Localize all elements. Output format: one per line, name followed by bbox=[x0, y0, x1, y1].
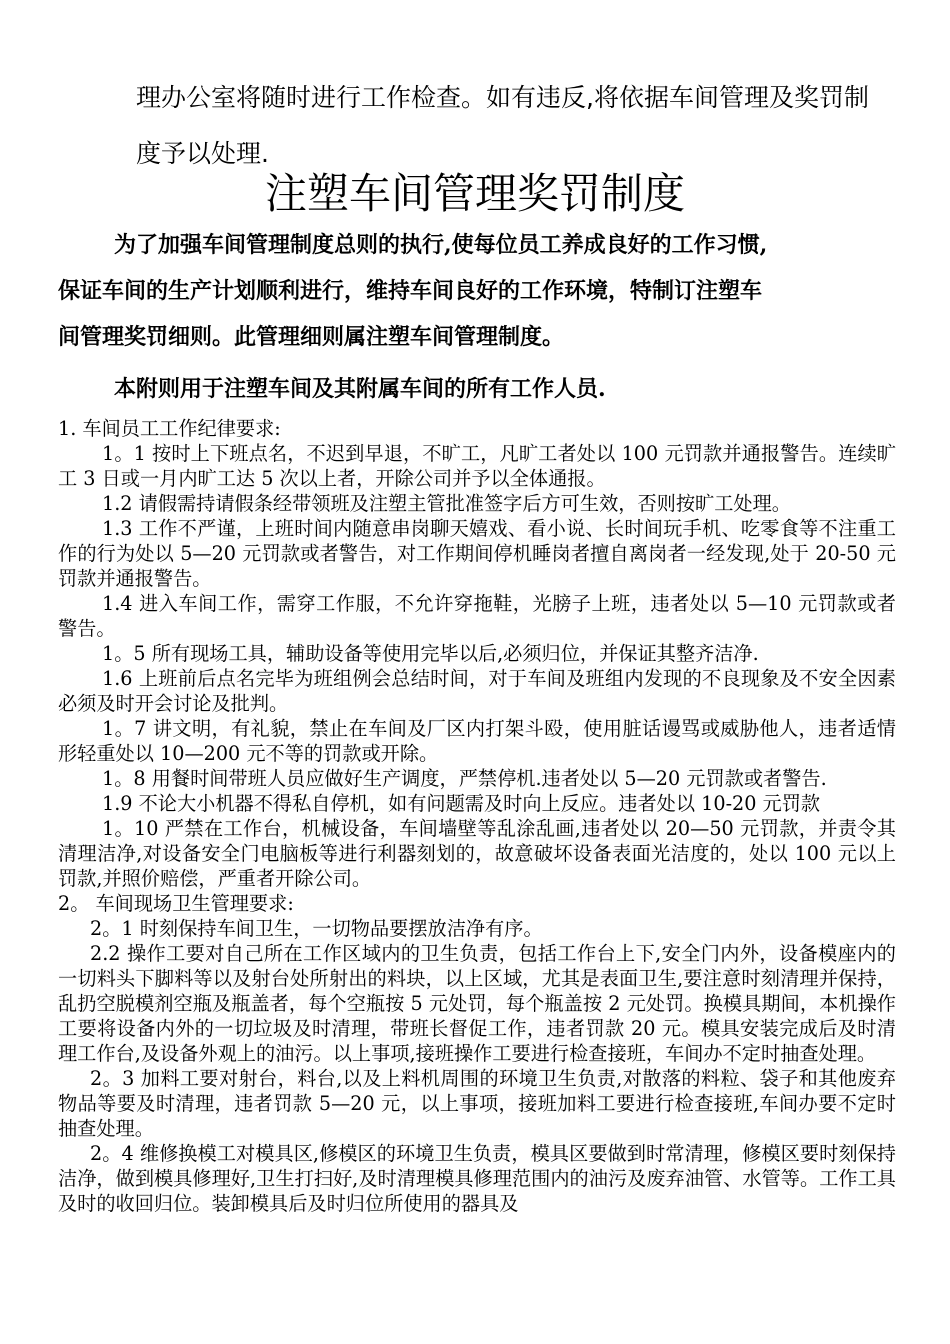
rule-item: 2.2 操作工要对自己所在工作区域内的卫生负责，包括工作台上下,安全门内外，设备模座内的一切料头下脚料等以及射台处所射出的料块，以上区域，尤其是表面卫生,要注意时刻清理并保持，乱扔空脱模剂空瓶及瓶盖者，每个空瓶按 5 元处罚，每个瓶盖按 2 元处罚。换模具期间，本机操作工要将设备内外的一切垃圾及时清理，带班长督促工作，违者罚款 20 元。模具安装完成后及时清理工作台,及设备外观上的油污。以上事项,接班操作工要进行检查接班，车间办不定时抽查处理。 bbox=[58, 942, 896, 1065]
rule-item: 2。4 维修换模工对模具区,修模区的环境卫生负责，模具区要做到时常清理，修模区要时刻保持洁净，做到模具修理好,卫生打扫好,及时清理模具修理范围内的油污及废弃油管、水管等。工作工具及时的收回归位。装卸模具后及时归位所使用的器具及 bbox=[58, 1142, 896, 1215]
section-heading: 1. 车间员工工作纪律要求: bbox=[58, 417, 281, 440]
rules-body bbox=[58, 416, 896, 1216]
rule-item: 1。10 严禁在工作台，机械设备，车间墙壁等乱涂乱画,违者处以 20—50 元罚款，并责令其清理洁净,对设备安全门电脑板等进行利器刻划的，故意破坏设备表面光洁度的，处以 100 元以上罚款,并照价赔偿，严重者开除公司。 bbox=[58, 817, 896, 890]
scope-paragraph bbox=[58, 366, 898, 412]
rule-item: 1.3 工作不严谨，上班时间内随意串岗聊天嬉戏、看小说、长时间玩手机、吃零食等不注重工作的行为处以 5—20 元罚款或者警告，对工作期间停机睡岗者擅自离岗者一经发现,处于 20-50 元罚款并通报警告。 bbox=[58, 517, 896, 590]
rule-item: 1。8 用餐时间带班人员应做好生产调度，严禁停机.违者处以 5—20 元罚款或者警告. bbox=[102, 767, 827, 790]
rule-item: 1.2 请假需持请假条经带领班及注塑主管批准签字后方可生效，否则按旷工处理。 bbox=[102, 492, 791, 515]
continuation-paragraph bbox=[136, 70, 906, 182]
preamble-line: 间管理奖罚细则。此管理细则属注塑车间管理制度。 bbox=[58, 324, 565, 350]
rule-item: 1.6 上班前后点名完毕为班组例会总结时间，对于车间及班组内发现的不良现象及不安全因素必须及时开会讨论及批判。 bbox=[58, 667, 896, 715]
preamble-paragraph bbox=[58, 222, 898, 360]
rule-item: 1.9 不论大小机器不得私自停机，如有问题需及时向上反应。违者处以 10-20 元罚款 bbox=[102, 792, 821, 815]
rule-item: 2。3 加料工要对射台，料台,以及上料机周围的环境卫生负责,对散落的料粒、袋子和其他废弃物品等要及时清理，违者罚款 5—20 元，以上事项，接班加料工要进行检查接班,车间办要不定时抽查处理。 bbox=[58, 1067, 896, 1140]
rule-item: 1.4 进入车间工作，需穿工作服，不允许穿拖鞋，光膀子上班，违者处以 5—10 元罚款或者警告。 bbox=[58, 592, 896, 640]
rule-item: 1。7 讲文明，有礼貌，禁止在车间及厂区内打架斗殴，使用脏话谩骂或威胁他人，违者适情形轻重处以 10—200 元不等的罚款或开除。 bbox=[58, 717, 896, 765]
preamble-line: 保证车间的生产计划顺利进行，维持车间良好的工作环境，特制订注塑车 bbox=[58, 278, 763, 304]
continuation-line: 理办公室将随时进行工作检查。如有违反,将依据车间管理及奖罚制 bbox=[136, 83, 869, 112]
rule-item: 1。5 所有现场工具，辅助设备等使用完毕以后,必须归位，并保证其整齐洁净. bbox=[102, 642, 759, 665]
rule-item: 2。1 时刻保持车间卫生，一切物品要摆放洁净有序。 bbox=[90, 917, 543, 940]
document-title: 注塑车间管理奖罚制度 bbox=[264, 169, 685, 218]
continuation-line: 度予以处理. bbox=[136, 139, 269, 168]
rule-item: 1。1 按时上下班点名，不迟到早退，不旷工，凡旷工者处以 100 元罚款并通报警告。连续旷工 3 日或一月内旷工达 5 次以上者，开除公司并予以全体通报。 bbox=[58, 442, 896, 490]
section-heading: 2。 车间现场卫生管理要求: bbox=[58, 892, 294, 915]
preamble-line: 为了加强车间管理制度总则的执行,使每位员工养成良好的工作习惯, bbox=[114, 232, 768, 258]
scope-line: 本附则用于注塑车间及其附属车间的所有工作人员. bbox=[114, 376, 606, 402]
